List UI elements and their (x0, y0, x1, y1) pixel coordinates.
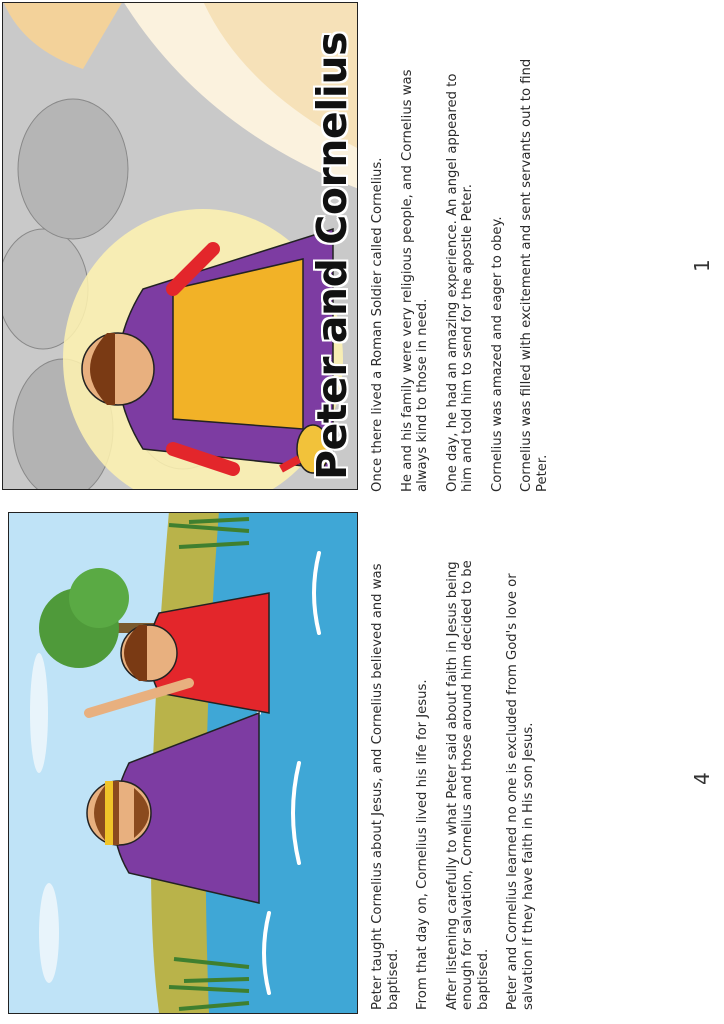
paragraph: Peter and Cornelius learned no one is excluded from God's love or salvation if they have faith in His son Jesus. (505, 573, 536, 1010)
paragraph: After listening carefully to what Peter said about faith in Jesus being enough for salvation, Cornelius and those around him decided to be baptised. (444, 560, 491, 1010)
page-number: 1 (690, 259, 714, 272)
story-title: Peter and Cornelius (308, 32, 356, 480)
paragraph: Cornelius was amazed and eager to obey. (489, 216, 505, 492)
paragraph: Peter taught Cornelius about Jesus, and Cornelius believed and was baptised. (370, 563, 401, 1010)
paragraph: He and his family were very religious people, and Cornelius was always kind to those in need. (399, 69, 430, 492)
right-page-text (370, 52, 670, 492)
paragraph: Once there lived a Roman Soldier called Cornelius. (370, 157, 385, 492)
paragraph: One day, he had an amazing experience. An angel appeared to him and told him to send for the apostle Peter. (444, 73, 475, 492)
paragraph: Cornelius was filled with excitement and sent servants out to find Peter. (519, 58, 550, 492)
baptism-illustration (8, 512, 358, 1014)
paragraph: From that day on, Cornelius lived his life for Jesus. (415, 679, 430, 1010)
angel-illustration (2, 2, 358, 490)
page-number: 4 (690, 772, 714, 785)
left-page-text (370, 555, 550, 1010)
